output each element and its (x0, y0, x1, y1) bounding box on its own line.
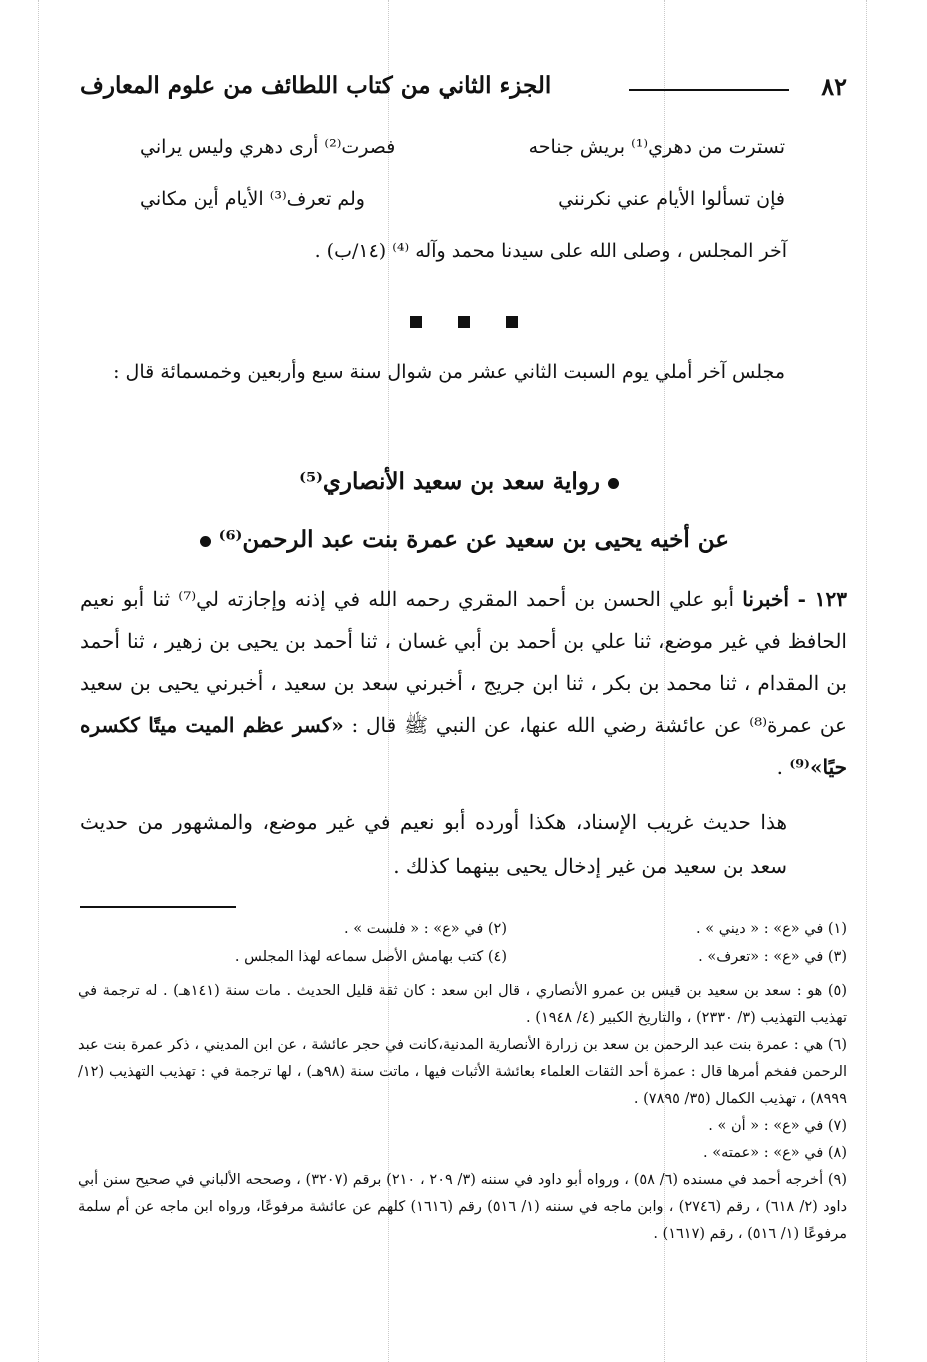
footnote-5: (٥) هو : سعد بن سعيد بن قيس بن عمرو الأنصاري ، قال ابن سعد : كان ثقة قليل الحديث . مات سنة (١٤١هـ) . له ترجمة في تهذيب التهذيب (٣/ ٢٣٣٠) ، والتاريخ الكبير (٤/ ١٩٤٨) . (78, 983, 848, 1026)
footnote-3: (٣) في «ع» : «تعرف» . (698, 949, 847, 965)
commentary-paragraph (80, 800, 787, 888)
footnote-7: (٧) في «ع» : « أن » . (708, 1118, 847, 1134)
footnote-rule (80, 906, 236, 908)
header-rule (629, 89, 789, 91)
section-heading-2 (192, 526, 729, 553)
hadith-paragraph (80, 578, 847, 788)
verse-1-first-half: تسترت من دهري⁽¹⁾ بريش جناحه (528, 136, 785, 158)
footnote-1: (١) في «ع» : « ديني » . (696, 921, 847, 937)
commentary-text: هذا حديث غريب الإسناد، هكذا أورده أبو نعيم في غير موضع، والمشهور من حديث سعد بن سعيد من غير إدخال يحيى بينهما كذلك . (80, 810, 787, 878)
verse-2-second-half: ولم تعرف⁽³⁾ الأيام أين مكاني (140, 188, 365, 210)
scan-guide-line (38, 0, 39, 1362)
verse-1-second-half: فصرت⁽²⁾ أرى دهري وليس يراني (140, 136, 396, 158)
section-divider (410, 316, 518, 328)
footnotes-block (78, 978, 847, 1248)
hadith-end: . (776, 755, 790, 779)
running-header (80, 72, 847, 106)
page-number: ٨٢ (821, 72, 847, 101)
heading-2-text: عن أخيه يحيى بن سعيد عن عمرة بنت عبد الرحمن⁽⁶⁾ (218, 526, 729, 553)
footnote-8: (٨) في «ع» : «عمته» . (702, 1145, 847, 1161)
divider-square (410, 316, 422, 328)
hadith-isnad: أبو علي الحسن بن أحمد المقري رحمه الله في إذنه وإجازته لي⁽⁷⁾ ثنا أبو نعيم الحافظ في غير موضع، ثنا علي بن أحمد بن أبي غسان ، ثنا أحمد بن يحيى بن زهير ، ثنا أحمد بن المقدام ، ثنا محمد بن بكر ، ثنا ابن جريج ، أخبرني سعد بن سعيد ، أخبرني يحيى بن سعيد عن عمرة⁽⁸⁾ عن عائشة رضي الله عنها، عن النبي ﷺ قال : (80, 587, 847, 737)
bullet-icon (608, 478, 619, 489)
footnote-2: (٢) في «ع» : « فلست » . (344, 921, 507, 937)
footnote-6: (٦) هي : عمرة بنت عبد الرحمن بن سعد بن زرارة الأنصارية المدنية،كانت في حجر عائشة ، عن ابن المديني ، ذكر عمرة بنت عبد الرحمن ففخم أمرها قال : عمرة أحد الثقات العلماء بعائشة الأثبات فيها ، ماتت سنة (٩٨هـ) ، لها ترجمة في : تهذيب التهذيب (١٢/ ٨٩٩٩) ، تهذيب الكمال (٣٥/ ٧٨٩٥) . (78, 1037, 847, 1107)
divider-square (458, 316, 470, 328)
footnote-4: (٤) كتب بهامش الأصل سماعه لهذا المجلس . (234, 949, 507, 965)
footnote-9: (٩) أخرجه أحمد في مسنده (٦/ ٥٨) ، ورواه أبو داود في سننه (٣/ ٢٠٩ ، ٢١٠) برقم (٣٢٠٧) ، وصححه الألباني في صحيح سنن أبي داود (٢/ ٦١٨) ، رقم (٢٧٤٦) ، وابن ماجه في سننه (١/ ٥١٦) رقم (١٦١٦) كلهم عن عائشة مرفوعًا، ورواه ابن ماجه عن أم سلمة مرفوعًا (١/ ٥١٦) ، رقم (١٦١٧) . (78, 1172, 848, 1242)
hadith-number: ١٢٣ - (788, 587, 848, 611)
scan-guide-line (866, 0, 867, 1362)
section-heading-1 (299, 468, 627, 495)
verse-2-first-half: فإن تسألوا الأيام عني نكرنني (558, 188, 785, 210)
bullet-icon (200, 536, 211, 547)
hadith-lead: أخبرنا (742, 587, 789, 611)
hadith-matn: «كسر عظم الميت ميتًا ككسره حيًا»⁽⁹⁾ (80, 713, 847, 779)
heading-1-text: رواية سعد بن سعيد الأنصاري⁽⁵⁾ (299, 468, 600, 495)
divider-square (506, 316, 518, 328)
session-intro: مجلس آخر أملي يوم السبت الثاني عشر من شوال سنة سبع وأربعين وخمسمائة قال : (113, 361, 785, 383)
session-closing-line: آخر المجلس ، وصلى الله على سيدنا محمد وآله ⁽⁴⁾ (١٤/ب) . (314, 240, 787, 262)
running-title: الجزء الثاني من كتاب اللطائف من علوم المعارف (80, 72, 552, 99)
